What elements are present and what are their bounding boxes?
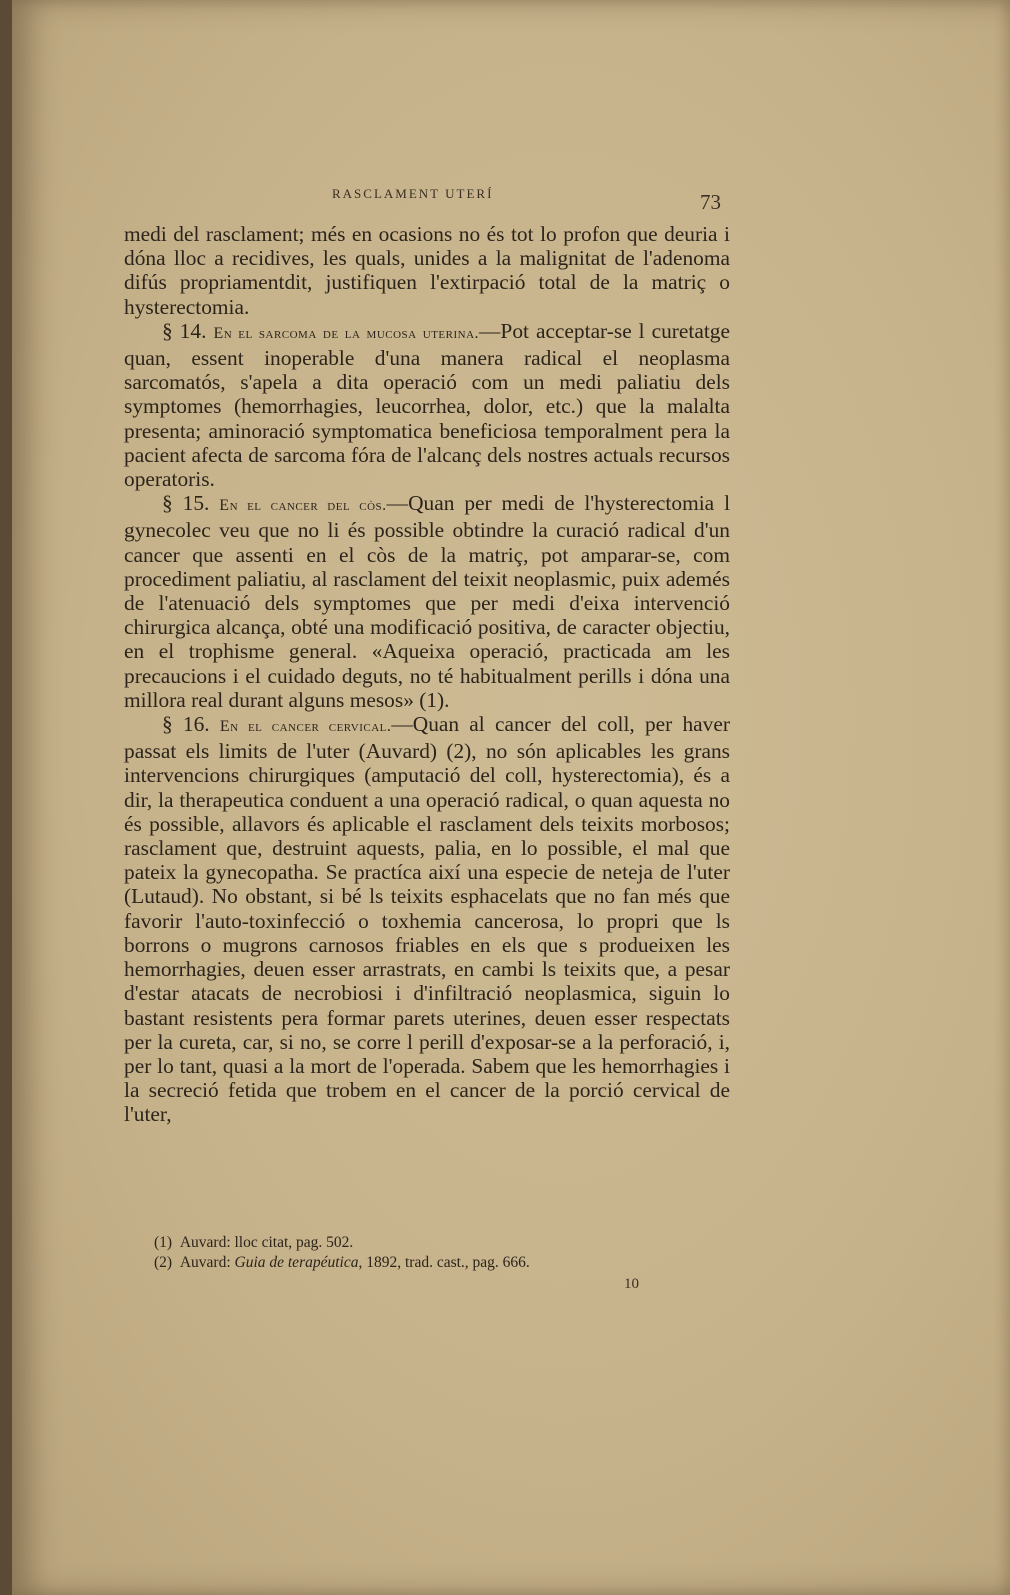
signature-mark: 10 bbox=[624, 1276, 639, 1292]
footnote-2: (2) Auvard: Guia de terapéutica, 1892, trad. cast., pag. 666. bbox=[154, 1254, 530, 1271]
section-text: —Pot acceptar-se l curetatge quan, essent inoperable d'una manera radical el neoplasma sarcomatós, s'apela a dita operació com un medi paliatiu dels symptomes (hemorrhagies, leucorrhea, dolor, etc.) que la malalta presenta; aminoració symptomatica beneficiosa temporalment pera la pacient afecta de sarcoma fóra de l'alcanç dels nostres actuals recursos operatoris. bbox=[124, 318, 730, 492]
cited-title: Guia de terapéutica bbox=[234, 1254, 359, 1271]
section-text: —Quan al cancer del coll, per haver passat els limits de l'uter (Auvard) (2), no són aplicables les grans intervencions chirurgiques (amputació del coll, hysterectomia), és a dir, la therapeutica conduent a una operació radical, o quan aquesta no és possible, allavors és aplicable el rasclament dels teixits morbosos; rasclament que, destruint aquests, palia, en lo possible, el mal que pateix la gynecopatha. Se practíca així una especie de neteja de l'uter (Lutaud). No obstant, si bé ls teixits esphacelats que no fan més que favorir l'auto-toxinfecció o toxhemia cancerosa, lo propri que ls borrons o mugrons carnosos friables en els que s produeixen les hemorrhagies, deuen esser arrastrats, en cambi ls teixits que, a pesar d'estar atacats de necrobiosi i d'infiltració neoplasmica, siguin lo bastant resistents pera formar parets uterines, deuen esser respectats per la cureta, car, si no, se corre l perill d'exposar-se a la perforació, i, per lo tant, quasi a la mort de l'operada. Sabem que les hemorrhagies i la secreció fetida que trobem en el cancer de la porció cervical de l'uter, bbox=[124, 712, 730, 1127]
footnotes bbox=[154, 1233, 714, 1273]
section-number: § 16. bbox=[162, 712, 210, 737]
paragraph-section-16 bbox=[124, 712, 730, 1126]
paragraph-section-14 bbox=[124, 319, 730, 491]
page-number: 73 bbox=[700, 190, 721, 214]
footnote-1: (1) Auvard: lloc citat, pag. 502. bbox=[154, 1234, 354, 1251]
running-head: RASCLAMENT UTERÍ bbox=[332, 186, 494, 201]
book-page bbox=[12, 0, 1010, 1595]
section-number: § 15. bbox=[162, 491, 210, 516]
section-heading: En el cancer cervical. bbox=[219, 718, 392, 736]
paragraph-continued: medi del rasclament; més en ocasions no és tot lo profon que deuria i dóna lloc a recidives, les quals, unides a la malignitat de l'adenoma difús propriamentdit, justifiquen l'extirpació total de la matriç o hysterectomia. bbox=[124, 222, 730, 319]
body-text bbox=[124, 222, 730, 1127]
paragraph-section-15 bbox=[124, 491, 730, 712]
section-number: § 14. bbox=[162, 318, 207, 343]
section-text: —Quan per medi de l'hysterectomia l gynecolec veu que no li és possible obtindre la curació radical d'un cancer que assenti en el còs de la matriç, pot amparar-se, com procediment paliatiu, al rasclament del teixit neoplasmic, puix ademés de l'atenuació dels symptomes que per medi d'eixa intervenció chirurgica alcança, obté una modificació positiva, de caracter objectiu, en el trophisme general. «Aqueixa operació, practicada am les precaucions i el cuidado deguts, no té habitualment perills i dóna una millora real durant alguns mesos» (1). bbox=[124, 491, 731, 712]
section-heading: En el sarcoma de la mucosa uterina. bbox=[213, 324, 480, 342]
section-heading: En el cancer del còs. bbox=[219, 497, 387, 515]
